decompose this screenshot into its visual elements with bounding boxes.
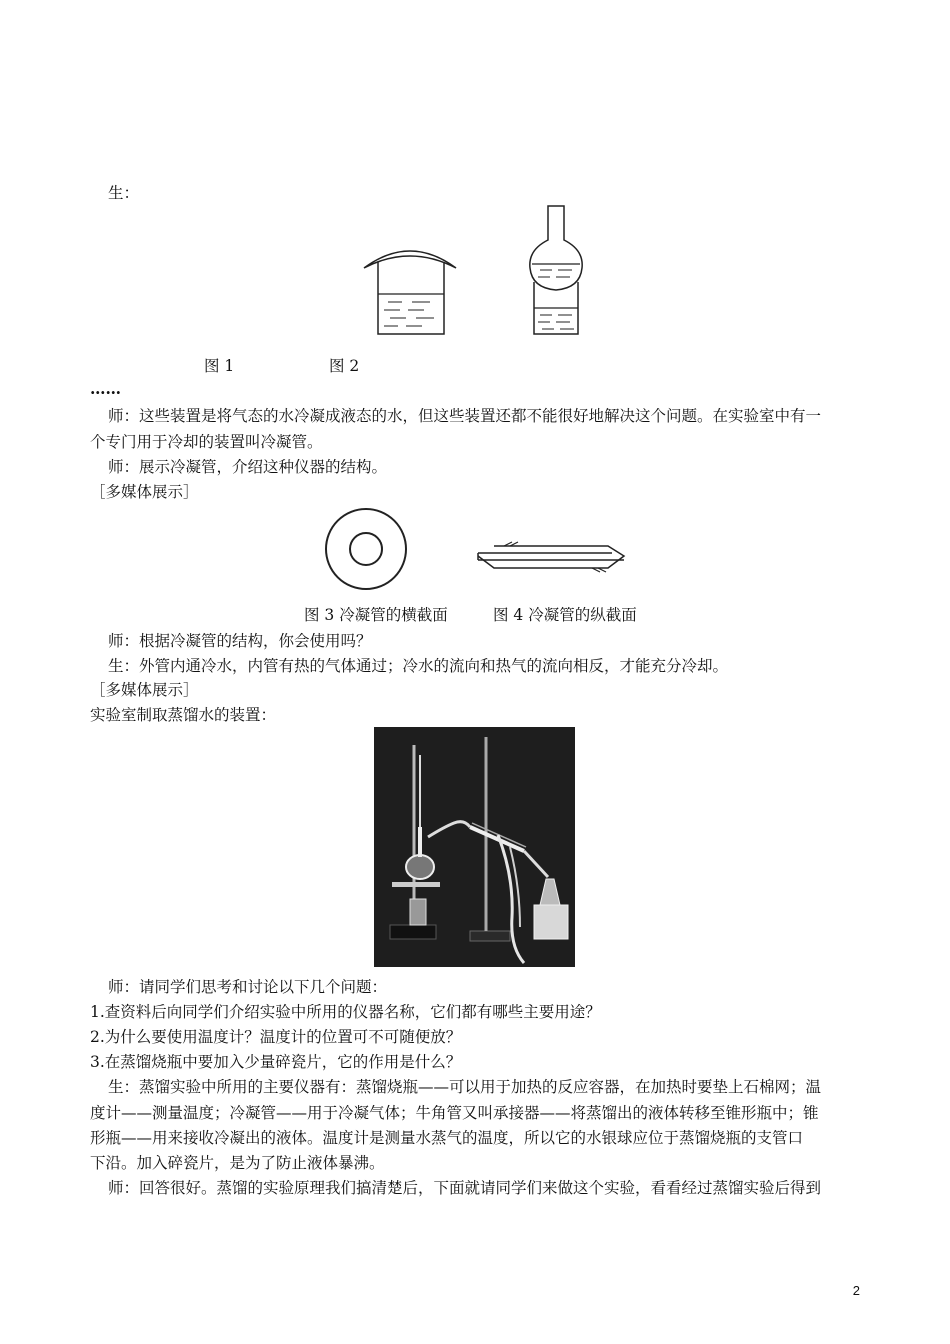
figure-3-condenser-cross-section [324,507,408,591]
figure-2-caption: 图 2 [329,357,360,375]
figure-1-beaker-watchglass [360,240,460,336]
figure-4-caption: 图 4 冷凝管的纵截面 [493,606,637,624]
paragraph-teacher-2: 师：展示冷凝管，介绍这种仪器的结构。 [108,458,388,476]
paragraph-teacher-3: 师：根据冷凝管的结构，你会使用吗？ [108,632,372,650]
figure-2-flask-beaker [526,204,586,336]
distillation-apparatus-heading: 实验室制取蒸馏水的装置： [90,706,277,724]
figure-4-condenser-longitudinal-section [474,540,628,574]
answer-line-3: 形瓶——用来接收冷凝出的液体。温度计是测量水蒸气的温度，所以它的水银球应位于蒸馏烧瓶的支管口 [90,1129,804,1147]
question-1: 1.查资料后向同学们介绍实验中所用的仪器名称，它们都有哪些主要用途？ [90,1003,601,1021]
paragraph-student-1: 生：外管内通冷水，内管有热的气体通过；冷水的流向和热气的流向相反，才能充分冷却。 [108,657,729,675]
paragraph-teacher-1b: 个专门用于冷却的装置叫冷凝管。 [90,433,323,451]
paragraph-teacher-4: 师：请同学们思考和讨论以下几个问题： [108,978,388,996]
figure-1-caption: 图 1 [204,357,235,375]
multimedia-tag-2: ［多媒体展示］ [90,681,199,699]
question-3: 3.在蒸馏烧瓶中要加入少量碎瓷片，它的作用是什么？ [90,1053,462,1071]
answer-line-2: 度计——测量温度；冷凝管——用于冷凝气体；牛角管又叫承接器——将蒸馏出的液体转移至锥形瓶中；锥 [90,1104,819,1122]
ellipsis: …… [90,379,121,398]
paragraph-teacher-5: 师：回答很好。蒸馏的实验原理我们搞清楚后，下面就请同学们来做这个实验，看看经过蒸馏实验后得到 [108,1179,822,1197]
answer-line-4: 下沿。加入碎瓷片，是为了防止液体暴沸。 [90,1154,385,1172]
paragraph-teacher-1a: 师：这些装置是将气态的水冷凝成液态的水，但这些装置还都不能很好地解决这个问题。在实验室中有一 [108,407,822,425]
answer-line-1: 生：蒸馏实验中所用的主要仪器有：蒸馏烧瓶——可以用于加热的反应容器，在加热时要垫上石棉网；温 [108,1078,822,1096]
page-number: 2 [852,1283,860,1298]
distillation-apparatus-photo [374,727,575,967]
figure-3-caption: 图 3 冷凝管的横截面 [304,606,448,624]
question-2: 2.为什么要使用温度计？温度计的位置可不可随便放？ [90,1028,462,1046]
speaker-student-label: 生： [108,184,140,202]
multimedia-tag-1: ［多媒体展示］ [90,483,199,501]
